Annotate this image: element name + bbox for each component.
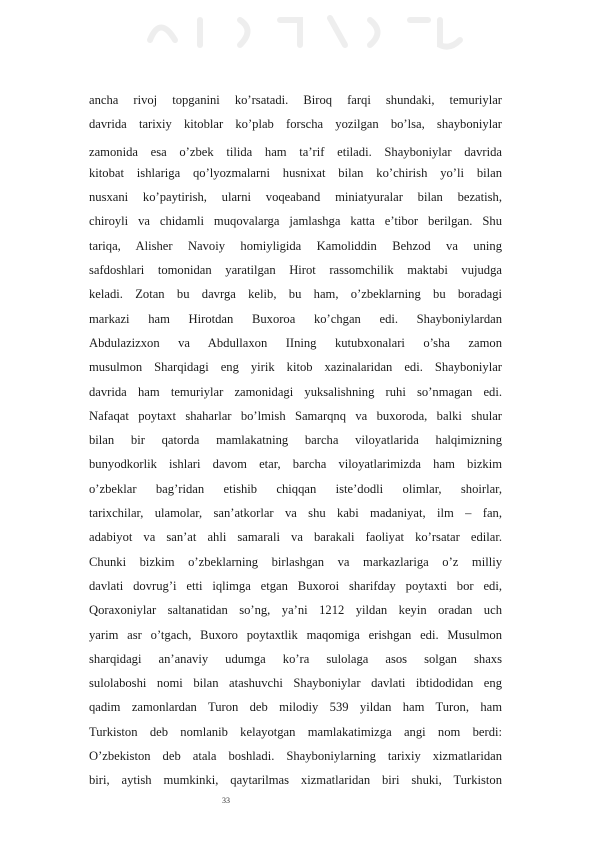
text-line: yarim asr o’tgach, Buxoro poytaxtlik maqomiga erishgan edi. Musulmon xyxy=(89,627,502,642)
text-line: chiroyli va chidamli muqovalarga jamlashga katta e’tibor berilgan. Shu xyxy=(89,214,502,229)
text-line: sulolaboshi nomi bilan atashuvchi Shayboniylar davlati ibtidodidan eng xyxy=(89,676,502,691)
text-line: O’zbekiston deb atala boshladi. Shayboniylarning tarixiy xizmatlaridan xyxy=(89,749,502,764)
text-span: zamonida esa o’zbek tilida ham ta’rif etiladi. xyxy=(89,144,372,159)
text-line: tarixchilar, ulamolar, san’atkorlar va shu kabi madaniyat, ilm – fan, xyxy=(89,506,502,521)
text-line: qadim zamonlardan Turon deb milodiy 539 yildan ham Turon, ham xyxy=(89,700,502,715)
page-number: 33 xyxy=(222,796,230,805)
text-line: ancha rivoj topganini ko’rsatadi. Biroq farqi shundaki, temuriylar xyxy=(89,93,502,107)
text-line: bunyodkorlik ishlari davom etar, barcha viloyatlarimizda ham bizkim xyxy=(89,457,502,472)
text-line: biri, aytish mumkinki, qaytarilmas xizmatlaridan biri shuki, Turkiston xyxy=(89,773,502,788)
text-line: adabiyot va san’at ahli samarali va barakali faoliyat ko’rsatar edilar. xyxy=(89,530,502,545)
text-line: Abdulazizxon va Abdullaxon IIning kutubxonalari o’sha zamon xyxy=(89,335,502,350)
text-line: nusxani ko’paytirish, ularni voqeaband miniatyuralar bilan bezatish, xyxy=(89,190,502,205)
text-span: Shayboniylar davrida xyxy=(371,144,503,159)
text-line: davrida tarixiy kitoblar ko’plab forscha yozilgan bo’lsa, shayboniylar xyxy=(89,117,502,132)
text-line: sharqidagi an’anaviy udumga ko’ra sulolaga asos solgan shaxs xyxy=(89,651,502,666)
text-line: o’zbeklar bag’ridan etishib chiqqan iste’dodli olimlar, shoirlar, xyxy=(89,481,502,496)
text-line: tariqa, Alisher Navoiy homiyligida Kamoliddin Behzod va uning xyxy=(89,238,502,253)
text-line: Qoraxoniylar saltanatidan so’ng, ya’ni 1212 yildan keyin oradan uch xyxy=(89,603,502,618)
text-line: Nafaqat poytaxt shaharlar bo’lmish Samarqnq va buxoroda, balki shular xyxy=(89,408,502,423)
text-line: Turkiston deb nomlanib kelayotgan mamlakatimizga angi nom berdi: xyxy=(89,724,502,739)
text-line: kitobat ishlariga qo’lyozmalarni husnixat bilan ko’chirish yo’li bilan xyxy=(89,165,502,180)
text-line: keladi. Zotan bu davrga kelib, bu ham, o’zbeklarning bu boradagi xyxy=(89,287,502,302)
body-text xyxy=(89,88,502,793)
text-line: markazi ham Hirotdan Buxoroa ko’chgan edi. Shayboniylardan xyxy=(89,311,502,326)
text-line: bilan bir qatorda mamlakatning barcha viloyatlarida halqimizning xyxy=(89,433,502,448)
text-line: davlati dovrug’i etti iqlimga etgan Buxoroi sharifday poytaxti bor edi, xyxy=(89,578,502,593)
text-line: musulmon Sharqidagi eng yirik kitob xazinalaridan edi. Shayboniylar xyxy=(89,360,502,375)
watermark-logo xyxy=(0,0,595,60)
text-line: safdoshlari tomonidan yaratilgan Hirot rassomchilik maktabi vujudga xyxy=(89,263,502,278)
text-line xyxy=(89,137,502,161)
text-line: davrida ham temuriylar zamonidagi yuksalishning ruhi so’nmagan edi. xyxy=(89,384,502,399)
text-line: Chunki bizkim o’zbeklarning birlashgan va markazlariga o’z milliy xyxy=(89,554,502,569)
